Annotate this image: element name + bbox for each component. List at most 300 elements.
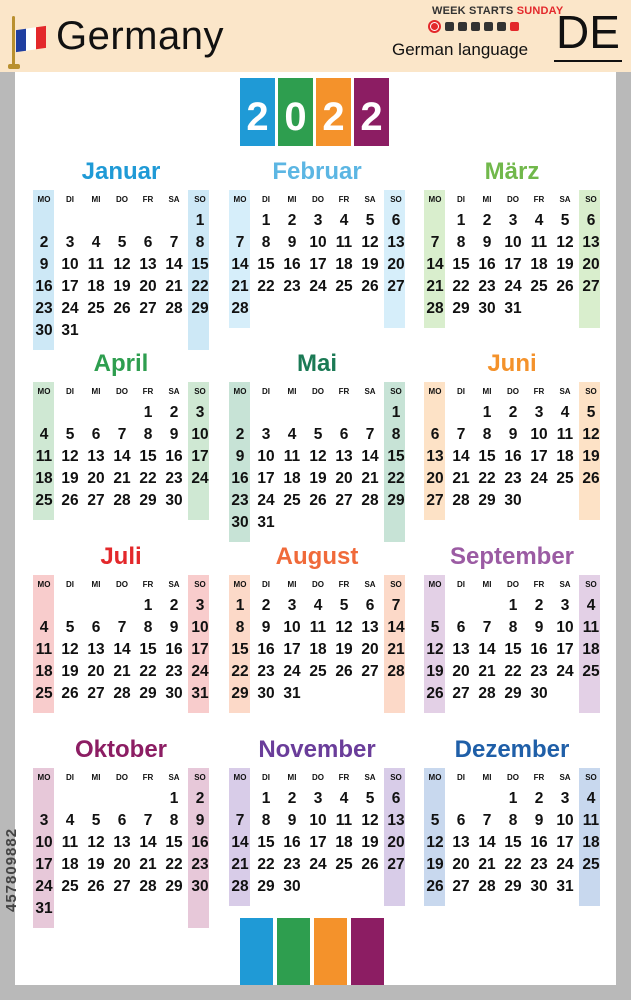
day-cell: 30: [35, 322, 53, 339]
weekday-header: SA: [168, 580, 180, 589]
day-cell: 4: [91, 234, 101, 251]
day-cell: 6: [91, 619, 101, 636]
day-cell: 11: [61, 834, 79, 851]
day-cell: 16: [165, 448, 183, 465]
day-cell: 2: [508, 404, 518, 421]
country-code: DE: [554, 4, 622, 62]
day-cell: 6: [143, 234, 153, 251]
weekday-header: FR: [338, 773, 350, 782]
weekday-header: SO: [585, 387, 597, 396]
day-cell: 28: [165, 300, 183, 317]
day-cell: 9: [508, 426, 518, 443]
day-cell: 26: [335, 663, 353, 680]
day-cell: 13: [139, 256, 157, 273]
day-cell: 30: [283, 878, 301, 895]
year-digit: 2: [354, 78, 389, 146]
day-cell: 22: [191, 278, 209, 295]
day-cell: 21: [478, 856, 496, 873]
day-cell: 6: [586, 212, 596, 229]
day-cell: 25: [35, 685, 53, 702]
flag-icon: [8, 14, 48, 70]
day-cell: 25: [35, 492, 53, 509]
day-cell: 5: [339, 597, 349, 614]
day-cell: 10: [191, 426, 209, 443]
day-cell: 4: [560, 404, 570, 421]
weekday-header: SO: [585, 195, 597, 204]
day-cell: 21: [231, 856, 249, 873]
day-cell: 18: [61, 856, 79, 873]
day-cell: 20: [113, 856, 131, 873]
week-dot-icon: [484, 22, 493, 31]
day-cell: 5: [430, 812, 440, 829]
day-cell: 21: [113, 663, 131, 680]
weekday-header: DI: [262, 195, 270, 204]
day-cell: 23: [530, 856, 548, 873]
weekday-header: DO: [116, 580, 128, 589]
day-cell: 16: [257, 641, 275, 658]
weekday-header: SO: [390, 387, 402, 396]
day-cell: 5: [430, 619, 440, 636]
day-cell: 4: [534, 212, 544, 229]
weekday-header: MO: [233, 773, 247, 782]
weekday-header: SA: [364, 773, 376, 782]
day-cell: 23: [283, 278, 301, 295]
day-cell: 5: [560, 212, 570, 229]
day-cell: 29: [139, 685, 157, 702]
day-cell: 9: [287, 234, 297, 251]
day-cell: 2: [534, 790, 544, 807]
day-cell: 8: [195, 234, 205, 251]
day-cell: 24: [530, 470, 548, 487]
day-cell: 17: [309, 256, 327, 273]
weekday-header: FR: [338, 580, 350, 589]
day-cell: 28: [113, 492, 131, 509]
day-cell: 22: [231, 663, 249, 680]
day-cell: 11: [35, 641, 53, 658]
day-cell: 18: [556, 448, 574, 465]
day-cell: 16: [231, 470, 249, 487]
day-cell: 6: [456, 812, 466, 829]
day-cell: 11: [335, 812, 353, 829]
day-cell: 2: [287, 790, 297, 807]
day-cell: 29: [452, 300, 470, 317]
day-cell: 22: [504, 663, 522, 680]
day-cell: 16: [165, 641, 183, 658]
day-cell: 7: [456, 426, 466, 443]
day-cell: 11: [582, 812, 600, 829]
weekday-header: MO: [37, 580, 51, 589]
day-cell: 12: [335, 619, 353, 636]
day-cell: 16: [530, 834, 548, 851]
day-cell: 14: [452, 448, 470, 465]
day-cell: 11: [530, 234, 548, 251]
day-cell: 12: [361, 234, 379, 251]
day-cell: 18: [582, 834, 600, 851]
day-cell: 2: [534, 597, 544, 614]
day-cell: 9: [534, 812, 544, 829]
day-cell: 8: [235, 619, 245, 636]
week-dot-icon: [497, 22, 506, 31]
day-cell: 10: [504, 234, 522, 251]
color-bar: [351, 918, 384, 985]
month-name: Juli: [100, 543, 142, 570]
weekday-header: DO: [507, 387, 519, 396]
day-cell: 22: [165, 856, 183, 873]
day-cell: 12: [582, 426, 600, 443]
day-cell: 25: [582, 856, 600, 873]
day-cell: 13: [87, 448, 105, 465]
day-cell: 22: [452, 278, 470, 295]
day-cell: 17: [191, 448, 209, 465]
flag-stripe: [26, 27, 36, 50]
day-cell: 27: [387, 856, 405, 873]
day-cell: 15: [139, 641, 157, 658]
day-cell: 24: [61, 300, 79, 317]
day-cell: 12: [361, 812, 379, 829]
weekday-header: DI: [457, 773, 465, 782]
weekday-header: FR: [338, 387, 350, 396]
day-cell: 12: [61, 641, 79, 658]
year-digit: 2: [316, 78, 351, 146]
day-cell: 9: [261, 619, 271, 636]
day-cell: 31: [504, 300, 522, 317]
day-cell: 20: [87, 663, 105, 680]
weekday-header: MO: [233, 387, 247, 396]
day-cell: 28: [139, 878, 157, 895]
month-name: Oktober: [74, 736, 167, 763]
day-cell: 4: [586, 597, 596, 614]
weekday-header: MI: [91, 580, 101, 589]
day-cell: 27: [452, 685, 470, 702]
day-cell: 3: [560, 790, 570, 807]
day-cell: 31: [556, 878, 574, 895]
day-cell: 29: [387, 492, 405, 509]
day-cell: 5: [313, 426, 323, 443]
day-cell: 10: [556, 619, 574, 636]
day-cell: 19: [426, 663, 444, 680]
day-cell: 20: [426, 470, 444, 487]
day-cell: 26: [582, 470, 600, 487]
weekday-header: FR: [533, 773, 545, 782]
weekday-header: FR: [533, 580, 545, 589]
day-cell: 10: [61, 256, 79, 273]
day-cell: 9: [169, 426, 179, 443]
day-cell: 8: [482, 426, 492, 443]
day-cell: 2: [169, 404, 179, 421]
day-cell: 14: [478, 834, 496, 851]
day-cell: 7: [430, 234, 440, 251]
day-cell: 25: [87, 300, 105, 317]
day-cell: 31: [257, 514, 275, 531]
day-cell: 14: [361, 448, 379, 465]
day-cell: 8: [508, 619, 518, 636]
day-cell: 30: [504, 492, 522, 509]
weekday-header: DO: [507, 773, 519, 782]
day-cell: 11: [582, 619, 600, 636]
day-cell: 15: [504, 834, 522, 851]
month-name: März: [484, 158, 540, 185]
weekday-header: DI: [262, 580, 270, 589]
day-cell: 2: [482, 212, 492, 229]
day-cell: 27: [361, 663, 379, 680]
day-cell: 3: [261, 426, 271, 443]
day-cell: 25: [309, 663, 327, 680]
weekday-header: MI: [482, 387, 492, 396]
day-cell: 6: [456, 619, 466, 636]
day-cell: 3: [195, 597, 205, 614]
day-cell: 3: [560, 597, 570, 614]
day-cell: 19: [113, 278, 131, 295]
day-cell: 27: [426, 492, 444, 509]
week-starts-label: [432, 5, 563, 17]
day-cell: 11: [283, 448, 301, 465]
day-cell: 15: [165, 834, 183, 851]
day-cell: 18: [283, 470, 301, 487]
day-cell: 7: [117, 619, 127, 636]
flag-base: [8, 64, 20, 69]
day-cell: 10: [283, 619, 301, 636]
day-cell: 20: [452, 663, 470, 680]
weekday-header: SO: [390, 580, 402, 589]
day-cell: 3: [287, 597, 297, 614]
day-cell: 14: [231, 834, 249, 851]
year-digit: 0: [278, 78, 313, 146]
day-cell: 19: [87, 856, 105, 873]
color-bar: [277, 918, 310, 985]
day-cell: 23: [257, 663, 275, 680]
day-cell: 3: [65, 234, 75, 251]
weekday-header: DO: [116, 195, 128, 204]
day-cell: 30: [478, 300, 496, 317]
month-name: Dezember: [454, 736, 570, 763]
weekday-header: DO: [312, 195, 324, 204]
day-cell: 4: [339, 212, 349, 229]
day-cell: 26: [87, 878, 105, 895]
weekday-header: DI: [262, 773, 270, 782]
day-cell: 9: [235, 448, 245, 465]
day-cell: 11: [556, 426, 574, 443]
day-cell: 22: [139, 470, 157, 487]
weekday-header: SA: [168, 387, 180, 396]
day-cell: 7: [391, 597, 401, 614]
day-cell: 31: [35, 900, 53, 917]
day-cell: 14: [231, 256, 249, 273]
day-cell: 27: [335, 492, 353, 509]
day-cell: 27: [87, 492, 105, 509]
day-cell: 3: [508, 212, 518, 229]
weekday-header: SO: [194, 387, 206, 396]
day-cell: 27: [582, 278, 600, 295]
day-cell: 31: [61, 322, 79, 339]
weekday-header: FR: [338, 195, 350, 204]
day-cell: 19: [361, 834, 379, 851]
day-cell: 26: [426, 878, 444, 895]
weekday-header: SO: [194, 773, 206, 782]
day-cell: 25: [61, 878, 79, 895]
day-cell: 23: [165, 470, 183, 487]
weekday-header: DI: [457, 580, 465, 589]
day-cell: 11: [335, 234, 353, 251]
day-cell: 16: [530, 641, 548, 658]
weekday-header: MI: [91, 773, 101, 782]
day-cell: 12: [61, 448, 79, 465]
week-dot-icon: [445, 22, 454, 31]
day-cell: 23: [530, 663, 548, 680]
bottom-color-bars: [240, 918, 384, 985]
day-cell: 19: [361, 256, 379, 273]
day-cell: 7: [117, 426, 127, 443]
day-cell: 30: [257, 685, 275, 702]
day-cell: 23: [165, 663, 183, 680]
day-cell: 16: [283, 256, 301, 273]
day-cell: 9: [482, 234, 492, 251]
day-cell: 4: [65, 812, 75, 829]
day-cell: 7: [482, 812, 492, 829]
weekday-header: FR: [142, 773, 154, 782]
day-cell: 24: [504, 278, 522, 295]
day-cell: 21: [113, 470, 131, 487]
month-name: September: [449, 543, 575, 570]
image-id: 457809882: [3, 827, 20, 913]
day-cell: 22: [387, 470, 405, 487]
weekday-header: DO: [507, 195, 519, 204]
week-starts-prefix: WEEK STARTS: [432, 5, 514, 17]
day-cell: 28: [478, 685, 496, 702]
day-cell: 12: [309, 448, 327, 465]
weekday-header: MI: [287, 773, 297, 782]
day-cell: 25: [530, 278, 548, 295]
month-name: Juni: [487, 350, 537, 377]
weekday-header: FR: [142, 195, 154, 204]
day-cell: 3: [39, 812, 49, 829]
day-cell: 28: [452, 492, 470, 509]
weekday-header: MO: [233, 195, 247, 204]
day-cell: 19: [309, 470, 327, 487]
day-cell: 24: [257, 492, 275, 509]
day-cell: 15: [257, 834, 275, 851]
day-cell: 1: [235, 597, 245, 614]
day-cell: 23: [478, 278, 496, 295]
day-cell: 22: [257, 278, 275, 295]
weekday-header: MO: [37, 773, 51, 782]
weekday-header: FR: [533, 195, 545, 204]
day-cell: 29: [139, 492, 157, 509]
day-cell: 21: [478, 663, 496, 680]
day-cell: 28: [361, 492, 379, 509]
day-cell: 1: [456, 212, 466, 229]
month-name: August: [275, 543, 359, 570]
weekday-header: SA: [168, 773, 180, 782]
day-cell: 18: [87, 278, 105, 295]
day-cell: 29: [231, 685, 249, 702]
year-display: [240, 78, 389, 146]
day-cell: 28: [113, 685, 131, 702]
day-cell: 7: [143, 812, 153, 829]
day-cell: 20: [387, 256, 405, 273]
weekday-header: MI: [287, 387, 297, 396]
day-cell: 4: [287, 426, 297, 443]
month-name: Mai: [296, 350, 337, 377]
day-cell: 13: [113, 834, 131, 851]
day-cell: 5: [117, 234, 127, 251]
day-cell: 29: [257, 878, 275, 895]
day-cell: 26: [556, 278, 574, 295]
day-cell: 30: [191, 878, 209, 895]
day-cell: 22: [257, 856, 275, 873]
day-cell: 19: [582, 448, 600, 465]
day-cell: 12: [426, 641, 444, 658]
weekday-header: SO: [390, 195, 402, 204]
day-cell: 29: [504, 878, 522, 895]
day-cell: 10: [530, 426, 548, 443]
calendar-header: [0, 0, 631, 72]
flag-stripe: [16, 29, 26, 52]
day-cell: 2: [169, 597, 179, 614]
day-cell: 14: [113, 448, 131, 465]
day-cell: 20: [387, 834, 405, 851]
day-cell: 16: [283, 834, 301, 851]
weekday-header: DO: [116, 773, 128, 782]
day-cell: 26: [113, 300, 131, 317]
day-cell: 24: [283, 663, 301, 680]
flag-stripe: [36, 26, 46, 49]
day-cell: 22: [478, 470, 496, 487]
day-cell: 16: [35, 278, 53, 295]
weekday-header: MO: [37, 387, 51, 396]
day-cell: 24: [35, 878, 53, 895]
day-cell: 27: [139, 300, 157, 317]
day-cell: 25: [582, 663, 600, 680]
day-cell: 31: [283, 685, 301, 702]
day-cell: 17: [530, 448, 548, 465]
day-cell: 19: [61, 663, 79, 680]
day-cell: 20: [87, 470, 105, 487]
day-cell: 14: [478, 641, 496, 658]
day-cell: 28: [387, 663, 405, 680]
day-cell: 6: [339, 426, 349, 443]
day-cell: 31: [191, 685, 209, 702]
day-cell: 2: [195, 790, 205, 807]
day-cell: 18: [35, 663, 53, 680]
weekday-header: MI: [482, 773, 492, 782]
day-cell: 25: [283, 492, 301, 509]
day-cell: 7: [235, 234, 245, 251]
day-cell: 13: [452, 641, 470, 658]
month-name: November: [258, 736, 376, 763]
day-cell: 13: [426, 448, 444, 465]
weekday-header: SA: [559, 773, 571, 782]
day-cell: 20: [452, 856, 470, 873]
day-cell: 1: [508, 597, 518, 614]
weekday-header: MO: [428, 580, 442, 589]
weekday-header: SA: [364, 387, 376, 396]
day-cell: 30: [165, 492, 183, 509]
day-cell: 6: [391, 212, 401, 229]
weekday-header: DI: [66, 195, 74, 204]
day-cell: 28: [231, 878, 249, 895]
day-cell: 22: [139, 663, 157, 680]
day-cell: 20: [361, 641, 379, 658]
day-cell: 8: [391, 426, 401, 443]
day-cell: 5: [586, 404, 596, 421]
weekday-header: SA: [559, 195, 571, 204]
day-cell: 17: [309, 834, 327, 851]
day-cell: 9: [39, 256, 49, 273]
day-cell: 18: [335, 834, 353, 851]
day-cell: 21: [387, 641, 405, 658]
weekday-header: MI: [91, 195, 101, 204]
day-cell: 7: [169, 234, 179, 251]
